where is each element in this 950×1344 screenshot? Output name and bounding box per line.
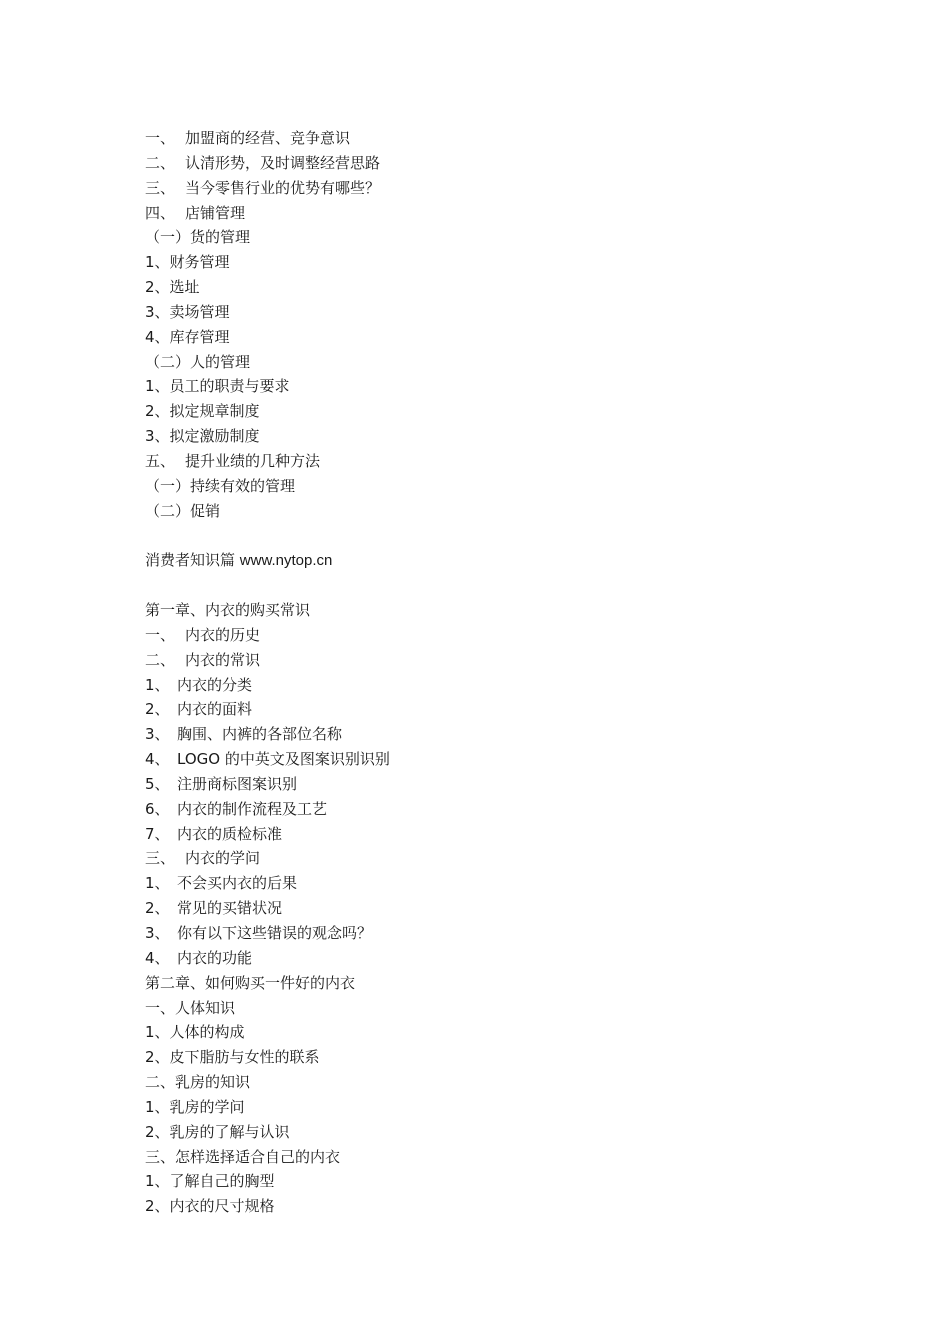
outline-item: 二、乳房的知识	[145, 1073, 251, 1092]
outline-item: 2、 内衣的面料	[145, 700, 253, 719]
outline-item: （二）人的管理	[145, 352, 251, 371]
outline-item: 一、 内衣的历史	[145, 625, 261, 644]
outline-item: 3、拟定激励制度	[145, 427, 260, 446]
outline-item: 2、 常见的买错状况	[145, 899, 283, 918]
outline-item: 2、内衣的尺寸规格	[145, 1197, 275, 1216]
document-page	[145, 126, 845, 1219]
outline-item: 6、 内衣的制作流程及工艺	[145, 799, 328, 818]
outline-item: 2、拟定规章制度	[145, 402, 260, 421]
outline-item: 三、怎样选择适合自己的内衣	[145, 1147, 341, 1166]
outline-item: （一）货的管理	[145, 228, 251, 247]
outline-item: 7、 内衣的质检标准	[145, 824, 283, 843]
outline-item: （一）持续有效的管理	[145, 476, 296, 495]
outline-item: 1、 内衣的分类	[145, 675, 253, 694]
outline-item: 四、 店铺管理	[145, 203, 246, 222]
outline-item: 3、 你有以下这些错误的观念吗？	[145, 924, 373, 942]
outline-item: 2、选址	[145, 278, 200, 297]
outline-item: 2、乳房的了解与认识	[145, 1122, 290, 1141]
outline-item: 4、 LOGO 的中英文及图案识别识别	[145, 750, 390, 769]
outline-item: 二、 认清形势，及时调整经营思路	[145, 153, 381, 172]
site-url: www.nytop.cn	[239, 552, 333, 570]
spacer	[145, 573, 845, 598]
outline-item: 一、人体知识	[145, 998, 236, 1017]
outline-item: 1、员工的职责与要求	[145, 377, 290, 396]
outline-item: （二）促销	[145, 501, 221, 520]
outline-item: 1、 不会买内衣的后果	[145, 874, 298, 893]
outline-item: 2、皮下脂肪与女性的联系	[145, 1048, 320, 1067]
chapter-title: 第一章、内衣的购买常识	[145, 601, 311, 620]
outline-item: 二、 内衣的常识	[145, 650, 261, 669]
outline-item: 3、 胸围、内裤的各部位名称	[145, 725, 343, 744]
chapter-title: 第二章、如何购买一件好的内衣	[145, 973, 356, 992]
section-heading: 消费者知识篇 www.nytop.cn	[145, 551, 333, 570]
outline-item: 4、库存管理	[145, 327, 230, 346]
outline-item: 1、人体的构成	[145, 1023, 245, 1042]
outline-item: 4、 内衣的功能	[145, 948, 253, 967]
outline-item: 1、乳房的学问	[145, 1097, 245, 1116]
spacer	[145, 524, 845, 549]
outline-item: 三、 内衣的学问	[145, 849, 261, 868]
outline-item: 1、财务管理	[145, 253, 230, 272]
outline-item: 一、 加盟商的经营、竞争意识	[145, 129, 351, 147]
outline-item: 五、 提升业绩的几种方法	[145, 451, 321, 470]
outline-item: 3、卖场管理	[145, 302, 230, 321]
outline-item: 1、了解自己的胸型	[145, 1172, 275, 1191]
outline-item: 5、 注册商标图案识别	[145, 774, 298, 793]
outline-item: 三、 当今零售行业的优势有哪些？	[145, 178, 381, 197]
